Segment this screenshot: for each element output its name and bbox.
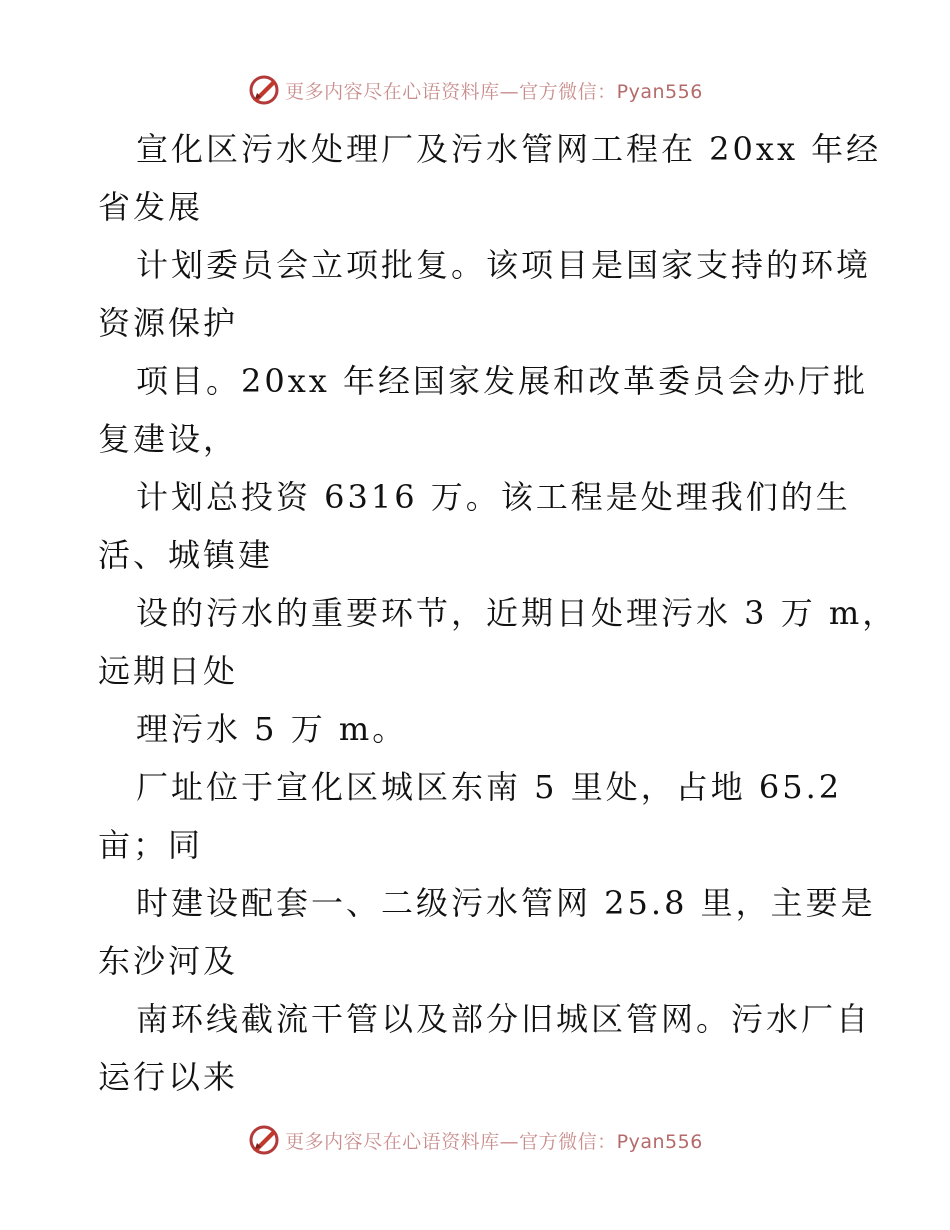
watermark-label: 更多内容尽在心语资料库—官方微信： <box>285 80 617 103</box>
watermark-wechat-id: Pyan556 <box>616 80 703 103</box>
watermark-banner-top <box>0 72 950 108</box>
watermark-label: 更多内容尽在心语资料库—官方微信： <box>285 1130 617 1153</box>
paragraph-line: 宣化区污水处理厂及污水管网工程在 20xx 年经 <box>136 130 882 168</box>
quill-logo-icon <box>247 73 281 107</box>
paragraph-line: 设的污水的重要环节，近期日处理污水 3 万 m， <box>136 594 898 632</box>
watermark-text <box>285 1127 703 1154</box>
paragraph-line: 亩；同 <box>98 826 204 864</box>
paragraph-line: 远期日处 <box>98 652 239 690</box>
document-body <box>98 120 898 1106</box>
paragraph-line: 时建设配套一、二级污水管网 25.8 里，主要是 <box>136 884 876 922</box>
watermark-banner-bottom <box>0 1122 950 1158</box>
paragraph-line: 东沙河及 <box>98 942 239 980</box>
paragraph-line: 南环线截流干管以及部分旧城区管网。污水厂自 <box>136 1000 872 1038</box>
paragraph-line: 厂址位于宣化区城区东南 5 里处，占地 65.2 <box>136 768 843 806</box>
paragraph-line: 理污水 5 万 m。 <box>136 710 408 748</box>
paragraph-line: 资源保护 <box>98 304 239 342</box>
paragraph-line: 项目。20xx 年经国家发展和改革委员会办厅批 <box>136 362 868 400</box>
paragraph-line: 计划委员会立项批复。该项目是国家支持的环境 <box>136 246 872 284</box>
paragraph-line: 复建设， <box>98 420 239 458</box>
paragraph-line: 省发展 <box>98 188 204 226</box>
paragraph-line: 运行以来 <box>98 1058 239 1096</box>
quill-logo-icon <box>247 1123 281 1157</box>
watermark-wechat-id: Pyan556 <box>616 1130 703 1153</box>
watermark-text <box>285 77 703 104</box>
paragraph-line: 计划总投资 6316 万。该工程是处理我们的生 <box>136 478 851 516</box>
paragraph-line: 活、城镇建 <box>98 536 274 574</box>
